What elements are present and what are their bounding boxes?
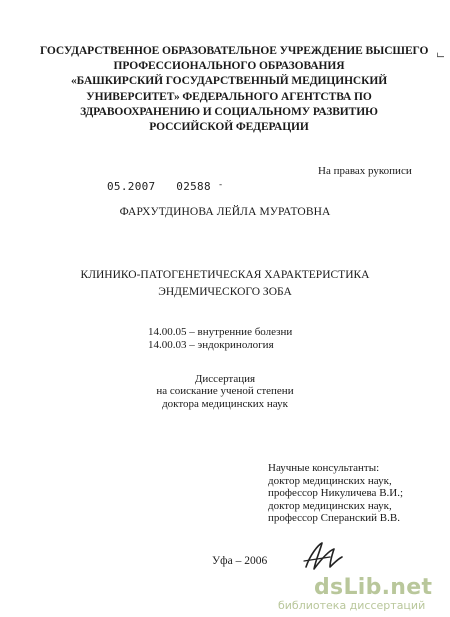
watermark-logo[interactable]: dsLib.net — [314, 575, 433, 600]
specialty-item: 14.00.03 – эндокринология — [148, 338, 274, 351]
watermark[interactable] — [278, 575, 444, 613]
scientific-consultants — [268, 462, 403, 525]
watermark-subtitle: библиотека диссертаций — [278, 599, 426, 612]
title-line: ЭНДЕМИЧЕСКОГО ЗОБА — [158, 286, 292, 298]
specialty-item: 14.00.05 – внутренние болезни — [148, 326, 293, 338]
stamp-date: 05.2007 — [107, 180, 156, 193]
degree-line: Диссертация — [194, 373, 256, 385]
degree-line: доктора медицинских наук — [162, 397, 288, 410]
institution-line: «БАШКИРСКИЙ ГОСУДАРСТВЕННЫЙ МЕДИЦИНСКИЙ — [70, 75, 388, 88]
institution-line: ПРОФЕССИОНАЛЬНОГО ОБРАЗОВАНИЯ — [113, 60, 345, 73]
consultant-line: профессор Сперанский В.В. — [268, 512, 400, 524]
handwritten-signature — [300, 537, 348, 577]
institution-line: ЗДРАВООХРАНЕНИЮ И СОЦИАЛЬНОМУ РАЗВИТИЮ — [80, 105, 378, 118]
institution-line: УНИВЕРСИТЕТ» ФЕДЕРАЛЬНОГО АГЕНТСТВА ПО — [86, 90, 372, 103]
degree-statement — [0, 373, 450, 410]
institution-header — [40, 44, 429, 135]
institution-line: ГОСУДАРСТВЕННОЕ ОБРАЗОВАТЕЛЬНОЕ УЧРЕЖДЕНИЕ ВЫСШЕГО — [40, 45, 429, 57]
institution-line: РОССИЙСКОЙ ФЕДЕРАЦИИ — [149, 121, 309, 134]
consultant-line: доктор медицинских наук, — [268, 474, 392, 487]
author-name: ФАРХУТДИНОВА ЛЕЙЛА МУРАТОВНА — [119, 206, 331, 218]
corner-mark: Г — [436, 52, 447, 59]
specialty-list — [148, 326, 292, 351]
dissertation-title — [0, 267, 450, 301]
registration-stamp: 05.2007 02588 - — [107, 180, 224, 193]
consultant-line: профессор Никуличева В.И.; — [268, 487, 404, 499]
rights-notice: На правах рукописи — [318, 165, 412, 177]
consultant-line: доктор медицинских наук, — [268, 499, 392, 512]
city-year: Уфа – 2006 — [212, 555, 268, 567]
consultants-heading: Научные консультанты: — [268, 462, 380, 474]
degree-line: на соискание ученой степени — [156, 385, 294, 398]
stamp-number: 02588 — [176, 180, 211, 193]
title-line: КЛИНИКО-ПАТОГЕНЕТИЧЕСКАЯ ХАРАКТЕРИСТИКА — [80, 269, 370, 281]
